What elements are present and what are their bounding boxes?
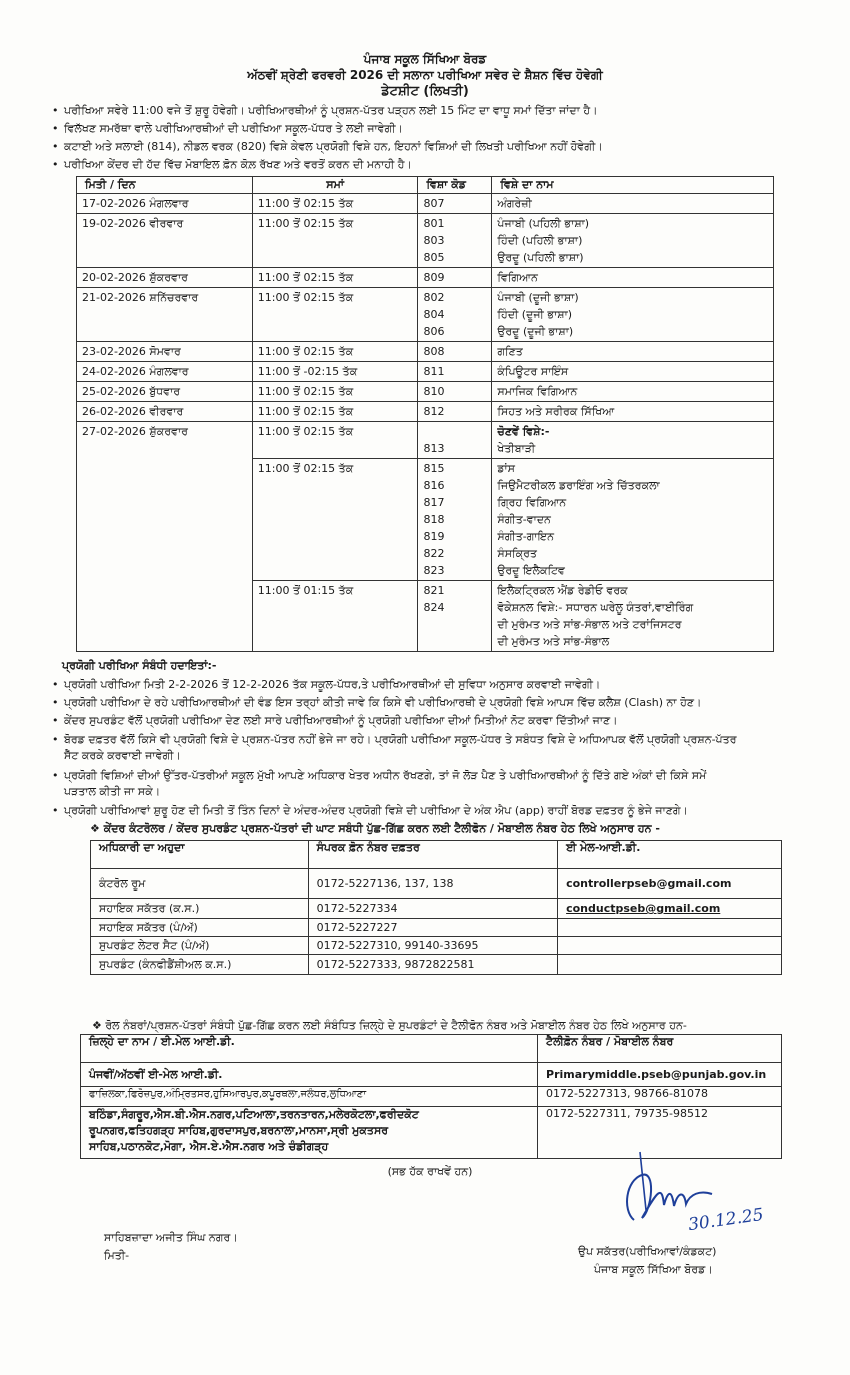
district-names: ਫਾਜ਼ਿਲਕਾ,ਫਿਰੋਜ਼ਪੁਰ,ਅੰਮ੍ਰਿਤਸਰ,ਹੁਸਿਆਰਪੁਰ,ਕਪੂਰਥਲਾ,ਜਲੰਧਰ,ਲੁਧਿਆਣਾ bbox=[81, 1087, 538, 1107]
schedule-row bbox=[77, 288, 774, 342]
contact-row bbox=[91, 919, 782, 937]
district-header: ਜ਼ਿਲ੍ਹੇ ਦਾ ਨਾਮ / ਈ.ਮੇਲ ਆਈ.ਡੀ. bbox=[81, 1035, 538, 1063]
col-date: ਮਿਤੀ / ਦਿਨ bbox=[77, 177, 253, 194]
contacts-header: ਈ ਮੇਲ-ਆਈ.ਡੀ. bbox=[558, 841, 782, 869]
practical-item: • ਪ੍ਰਯੋਗੀ ਪਰੀਖਿਆ ਮਿਤੀ 2-2-2026 ਤੋਂ 12-2-2026 ਤੱਕ ਸਕੂਲ-ਪੱਧਰ,ਤੇ ਪਰੀਖਿਆਰਥੀਆਂ ਦੀ ਸੁਵਿਧਾ ਅਨੁਸਾਰ ਕਰਵਾਈ ਜਾਵੇਗੀ। bbox=[64, 678, 834, 692]
schedule-row bbox=[77, 214, 774, 268]
official-role: ਸੁਪਰਡੰਟ ਲੇਟਰ ਸੈਟ (ਪੰ/ਅੱ) bbox=[91, 937, 309, 955]
subject-code: 821 824 bbox=[418, 581, 492, 652]
district-names: ਬਠਿੰਡਾ,ਸੰਗਰੂਰ,ਐਸ.ਬੀ.ਐਸ.ਨਗਰ,ਪਟਿਆਲਾ,ਤਰਨਤਾਰਨ,ਮਲੇਰਕੋਟਲਾ,ਫਰੀਦਕੋਟ ਰੂਪਨਗਰ,ਫਤਿਹਗੜ੍ਹ ਸਾਹਿਬ,ਗੁਰਦਾਸਪੁਰ,ਬਰਨਾਲਾ,ਮਾਨਸਾ,ਸ੍ਰੀ ਮੁਕਤਸਰ ਸਾਹਿਬ,ਪਠਾਨਕੋਟ,ਮੋਗਾ, ਐਸ.ਏ.ਐਸ.ਨਗਰ ਅਤੇ ਚੰਡੀਗੜ੍ਹ bbox=[81, 1107, 538, 1159]
exam-time: 11:00 ਤੋਂ 01:15 ਤੱਕ bbox=[252, 581, 418, 652]
official-phone: 0172-5227333, 9872822581 bbox=[308, 955, 558, 975]
subject-code: 801 803 805 bbox=[418, 214, 492, 268]
official-phone: 0172-5227334 bbox=[308, 899, 558, 919]
note-4: • ਪਰੀਖਿਆ ਕੇਂਦਰ ਦੀ ਹੱਦ ਵਿੱਚ ਮੋਬਾਇਲ ਫ਼ੋਨ ਕੋਲ਼ ਰੱਖਣ ਅਤੇ ਵਰਤੋਂ ਕਰਨ ਦੀ ਮਨਾਹੀ ਹੈ। bbox=[64, 158, 824, 172]
subject-name: ਪੰਜਾਬੀ (ਦੂਜੀ ਭਾਸ਼ਾ) ਹਿੰਦੀ (ਦੂਜੀ ਭਾਸ਼ਾ) ਉਰਦੂ (ਦੂਜੀ ਭਾਸ਼ਾ) bbox=[492, 288, 774, 342]
rights-reserved: (ਸਭ ਹੱਕ ਰਾਖਵੇਂ ਹਨ) bbox=[387, 1165, 473, 1178]
subject-code: 808 bbox=[418, 342, 492, 362]
subject-name: ਸਮਾਜਿਕ ਵਿਗਿਆਨ bbox=[492, 382, 774, 402]
officials-contact-table bbox=[90, 840, 782, 975]
subject-name: ਸਿਹਤ ਅਤੇ ਸਰੀਰਕ ਸਿੱਖਿਆ bbox=[492, 402, 774, 422]
subject-list: ਖੇਤੀਬਾੜੀ bbox=[497, 442, 536, 455]
official-email: controllerpseb@gmail.com bbox=[558, 869, 782, 899]
datesheet-title: ਡੇਟਸ਼ੀਟ (ਲਿਖਤੀ) bbox=[381, 84, 469, 99]
subject-code: 802 804 806 bbox=[418, 288, 492, 342]
official-role: ਸੁਪਰਡੰਟ (ਕੰਨਫੀਡੈਂਸ਼ੀਅਲ ਕ.ਸ.) bbox=[91, 955, 309, 975]
exam-date: 17-02-2026 ਮੰਗਲਵਾਰ bbox=[77, 194, 253, 214]
official-email bbox=[558, 937, 782, 955]
exam-time: 11:00 ਤੋਂ 02:15 ਤੱਕ bbox=[252, 402, 418, 422]
place-name: ਸਾਹਿਬਜ਼ਾਦਾ ਅਜੀਤ ਸਿੰਘ ਨਗਰ। bbox=[104, 1231, 238, 1244]
district-phone: 0172-5227313, 98766-81078 bbox=[538, 1087, 782, 1107]
subject-code: 815 816 817 818 819 822 823 bbox=[418, 459, 492, 581]
district-email: Primarymiddle.pseb@punjab.gov.in bbox=[538, 1063, 782, 1087]
contacts-header: ਅਧਿਕਾਰੀ ਦਾ ਅਹੁਦਾ bbox=[91, 841, 309, 869]
schedule-row bbox=[77, 342, 774, 362]
official-email bbox=[558, 919, 782, 937]
subject-name: ਵਿਗਿਆਨ bbox=[492, 268, 774, 288]
contact-row bbox=[91, 899, 782, 919]
official-phone: 0172-5227310, 99140-33695 bbox=[308, 937, 558, 955]
exam-date: 25-02-2026 ਬੁੱਧਵਾਰ bbox=[77, 382, 253, 402]
elective-heading: ਚੋਣਵੇਂ ਵਿਸ਼ੇ:- bbox=[497, 425, 550, 438]
col-code: ਵਿਸ਼ਾ ਕੋਡ bbox=[418, 177, 492, 194]
subject-list: ਇਲੈਕਟ੍ਰਿਕਲ ਐਂਡ ਰੇਡੀਓ ਵਰਕ ਵੋਕੇਸ਼ਨਲ ਵਿਸ਼ੇ:- ਸਧਾਰਨ ਘਰੇਲੂ ਯੰਤਰਾਂ,ਵਾਈਰਿੰਗ ਦੀ ਮੁਰੰਮਤ ਅਤੇ ਸਾਂਭ-ਸੰਭਾਲ ਅਤੇ ਟਰਾਂਜਿਸਟਰ ਦੀ ਮੁਰੰਮਤ ਅਤੇ ਸਾਂਭ-ਸੰਭਾਲ bbox=[497, 584, 694, 648]
diamond-bullet-icon: ❖ bbox=[90, 822, 104, 835]
contact-row bbox=[91, 937, 782, 955]
exam-date: 19-02-2026 ਵੀਰਵਾਰ bbox=[77, 214, 253, 268]
subject-code: 813 bbox=[418, 422, 492, 459]
diamond-bullet-icon: ❖ bbox=[92, 1019, 106, 1032]
district-header-row bbox=[81, 1035, 782, 1063]
signature-date: 30.12.25 bbox=[686, 1204, 765, 1236]
schedule-row bbox=[77, 422, 774, 459]
exam-date: 24-02-2026 ਮੰਗਲਵਾਰ bbox=[77, 362, 253, 382]
schedule-row bbox=[77, 268, 774, 288]
practical-item: • ਬੋਰਡ ਦਫ਼ਤਰ ਵੱਲੋਂ ਕਿਸੇ ਵੀ ਪ੍ਰਯੋਗੀ ਵਿਸ਼ੇ ਦੇ ਪ੍ਰਸ਼ਨ-ਪੱਤਰ ਨਹੀਂ ਭੇਜੇ ਜਾ ਰਹੇ। ਪ੍ਰਯੋਗੀ ਪਰੀਖਿਆ ਸਕੂਲ-ਪੱਧਰ ਤੇ ਸਬੰਧਤ ਵਿਸ਼ੇ ਦੇ ਅਧਿਆਪਕ ਵੱਲੋਂ ਪ੍ਰਯੋਗੀ ਪ੍ਰਸ਼ਨ-ਪੱਤਰ ਸੈੱਟ ਕਰਕੇ ਕਰਵਾਈ ਜਾਵੇਗੀ। bbox=[64, 732, 834, 764]
contact-row bbox=[91, 955, 782, 975]
signing-org: ਪੰਜਾਬ ਸਕੂਲ ਸਿੱਖਿਆ ਬੋਰਡ। bbox=[594, 1263, 713, 1276]
subject-name bbox=[492, 581, 774, 652]
board-name: ਪੰਜਾਬ ਸਕੂਲ ਸਿੱਖਿਆ ਬੋਰਡ bbox=[363, 52, 487, 66]
contacts-header-row bbox=[91, 841, 782, 869]
practical-title: ਪ੍ਰਯੋਗੀ ਪਰੀਖਿਆ ਸੰਬੰਧੀ ਹਦਾਇਤਾਂ:- bbox=[62, 659, 217, 672]
exam-time: 11:00 ਤੋਂ 02:15 ਤੱਕ bbox=[252, 214, 418, 268]
subject-name bbox=[492, 422, 774, 459]
contacts-intro: ❖ ਕੇਂਦਰ ਕੰਟਰੋਲਰ / ਕੇਂਦਰ ਸੁਪਰਡੰਟ ਪ੍ਰਸ਼ਨ-ਪੱਤਰਾਂ ਦੀ ਘਾਟ ਸਬੰਧੀ ਪੁੱਛ-ਗਿੱਛ ਕਰਨ ਲਈ ਟੈਲੀਫੋਨ / ਮੋਬਾਈਲ ਨੰਬਰ ਹੇਠ ਲਿਖੇ ਅਨੁਸਾਰ ਹਨ - bbox=[90, 822, 660, 835]
district-contact-table bbox=[80, 1034, 782, 1159]
official-phone: 0172-5227136, 137, 138 bbox=[308, 869, 558, 899]
schedule-row bbox=[77, 402, 774, 422]
exam-time: 11:00 ਤੋਂ 02:15 ਤੱਕ bbox=[252, 288, 418, 342]
subject-name: ਕੰਪਿਊਟਰ ਸਾਇੰਸ bbox=[492, 362, 774, 382]
exam-time: 11:00 ਤੋਂ 02:15 ਤੱਕ bbox=[252, 459, 418, 581]
subject-code: 809 bbox=[418, 268, 492, 288]
designation: ਉਪ ਸਕੱਤਰ(ਪਰੀਖਿਆਵਾਂ/ਕੰਡਕਟ) bbox=[578, 1245, 717, 1258]
subject-code: 812 bbox=[418, 402, 492, 422]
exam-time: 11:00 ਤੋਂ 02:15 ਤੱਕ bbox=[252, 194, 418, 214]
district-row bbox=[81, 1087, 782, 1107]
subject-code: 807 bbox=[418, 194, 492, 214]
exam-date: 27-02-2026 ਸ਼ੁੱਕਰਵਾਰ bbox=[77, 422, 253, 652]
exam-date: 23-02-2026 ਸੋਮਵਾਰ bbox=[77, 342, 253, 362]
district-contacts-intro: ❖ ਰੋਲ ਨੰਬਰਾਂ/ਪ੍ਰਸ਼ਨ-ਪੱਤਰਾਂ ਸੰਬੰਧੀ ਪੁੱਛ-ਗਿੱਛ ਕਰਨ ਲਈ ਸੰਬੰਧਿਤ ਜ਼ਿਲ੍ਹੇ ਦੇ ਸੁਪਰਡੰਟਾਂ ਦੇ ਟੈਲੀਫੋਨ ਨੰਬਰ ਅਤੇ ਮੋਬਾਈਲ ਨੰਬਰ ਹੇਠ ਲਿਖੇ ਅਨੁਸਾਰ ਹਨ- bbox=[92, 1019, 687, 1032]
exam-date: 21-02-2026 ਸ਼ਨਿੱਚਰਵਾਰ bbox=[77, 288, 253, 342]
subject-name: ਪੰਜਾਬੀ (ਪਹਿਲੀ ਭਾਸ਼ਾ) ਹਿੰਦੀ (ਪਹਿਲੀ ਭਾਸ਼ਾ) ਉਰਦੂ (ਪਹਿਲੀ ਭਾਸ਼ਾ) bbox=[492, 214, 774, 268]
subject-list: ਡਾਂਸ ਜਿਉਮੈਟਰੀਕਲ ਡਰਾਇੰਗ ਅਤੇ ਚਿੱਤਰਕਲਾ ਗ੍ਰਿਹ ਵਿਗਿਆਨ ਸੰਗੀਤ-ਵਾਦਨ ਸੰਗੀਤ-ਗਾਇਨ ਸੰਸਕ੍ਰਿਤ ਉਰਦੂ ਇਲੈਕਟਿਵ bbox=[497, 462, 660, 577]
practical-item: • ਪ੍ਰਯੋਗੀ ਪਰੀਖਿਆ ਦੇ ਰਹੇ ਪਰੀਖਿਆਰਥੀਆਂ ਦੀ ਵੰਡ ਇਸ ਤਰ੍ਹਾਂ ਕੀਤੀ ਜਾਵੇ ਕਿ ਕਿਸੇ ਵੀ ਪਰੀਖਿਆਰਥੀ ਦੇ ਪ੍ਰਯੋਗੀ ਵਿਸ਼ੇ ਆਪਸ ਵਿੱਚ ਕਲੈਸ਼ (Clash) ਨਾ ਹੋਣ। bbox=[64, 696, 834, 710]
practical-item: • ਪ੍ਰਯੋਗੀ ਵਿਸ਼ਿਆਂ ਦੀਆਂ ਉੱਤਰ-ਪੱਤਰੀਆਂ ਸਕੂਲ ਮੁੱਖੀ ਆਪਣੇ ਅਧਿਕਾਰ ਖੇਤਰ ਅਧੀਨ ਰੱਖਣਗੇ, ਤਾਂ ਜੋ ਲੋੜ ਪੈਣ ਤੇ ਪਰੀਖਿਆਰਥੀਆਂ ਨੂੰ ਦਿੱਤੇ ਗਏ ਅੰਕਾਂ ਦੀ ਕਿਸੇ ਸਮੇਂ ਪੜਤਾਲ ਕੀਤੀ ਜਾ ਸਕੇ। bbox=[64, 768, 834, 800]
official-phone: 0172-5227227 bbox=[308, 919, 558, 937]
exam-time: 11:00 ਤੋਂ -02:15 ਤੱਕ bbox=[252, 362, 418, 382]
exam-time: 11:00 ਤੋਂ 02:15 ਤੱਕ bbox=[252, 268, 418, 288]
contact-row bbox=[91, 869, 782, 899]
subject-code: 811 bbox=[418, 362, 492, 382]
subject-name: ਗਣਿਤ bbox=[492, 342, 774, 362]
col-subject: ਵਿਸ਼ੇ ਦਾ ਨਾਮ bbox=[492, 177, 774, 194]
note-1: • ਪਰੀਖਿਆ ਸਵੇਰੇ 11:00 ਵਜੇ ਤੋਂ ਸ਼ੁਰੂ ਹੋਵੇਗੀ। ਪਰੀਖਿਆਰਥੀਆਂ ਨੂੰ ਪ੍ਰਸ਼ਨ-ਪੱਤਰ ਪੜ੍ਹਨ ਲਈ 15 ਮਿੰਟ ਦਾ ਵਾਧੂ ਸਮਾਂ ਦਿੱਤਾ ਜਾਂਦਾ ਹੈ। bbox=[64, 104, 824, 118]
schedule-row bbox=[77, 362, 774, 382]
district-phone: 0172-5227311, 79735-98512 bbox=[538, 1107, 782, 1159]
practical-item: • ਕੇਂਦਰ ਸੁਪਰਡੰਟ ਵੱਲੋਂ ਪ੍ਰਯੋਗੀ ਪਰੀਖਿਆ ਦੇਣ ਲਈ ਸਾਰੇ ਪਰੀਖਿਆਰਥੀਆਂ ਨੂੰ ਪ੍ਰਯੋਗੀ ਪਰੀਖਿਆ ਦੀਆਂ ਮਿਤੀਆਂ ਨੋਟ ਕਰਵਾ ਦਿੱਤੀਆਂ ਜਾਣ। bbox=[64, 714, 834, 728]
exam-title: ਅੱਠਵੀਂ ਸ਼੍ਰੇਣੀ ਫਰਵਰੀ 2026 ਦੀ ਸਲਾਨਾ ਪਰੀਖਿਆ ਸਵੇਰ ਦੇ ਸ਼ੈਸ਼ਨ ਵਿੱਚ ਹੋਵੇਗੀ bbox=[247, 68, 603, 82]
exam-time: 11:00 ਤੋਂ 02:15 ਤੱਕ bbox=[252, 422, 418, 459]
col-time: ਸਮਾਂ bbox=[252, 177, 418, 194]
note-3: • ਕਟਾਈ ਅਤੇ ਸਲਾਈ (814), ਨੀਡਲ ਵਰਕ (820) ਵਿਸ਼ੇ ਕੇਵਲ ਪ੍ਰਯੋਗੀ ਵਿਸ਼ੇ ਹਨ, ਇਹਨਾਂ ਵਿਸ਼ਿਆਂ ਦੀ ਲਿਖਤੀ ਪਰੀਖਿਆ ਨਹੀਂ ਹੋਵੇਗੀ। bbox=[64, 140, 824, 154]
official-email bbox=[558, 955, 782, 975]
practical-item: • ਪ੍ਰਯੋਗੀ ਪਰੀਖਿਆਵਾਂ ਸ਼ੁਰੂ ਹੋਣ ਦੀ ਮਿਤੀ ਤੋਂ ਤਿੰਨ ਦਿਨਾਂ ਦੇ ਅੰਦਰ-ਅੰਦਰ ਪ੍ਰਯੋਗੀ ਵਿਸ਼ੇ ਦੀ ਪਰੀਖਿਆ ਦੇ ਅੰਕ ਐਪ (app) ਰਾਹੀਂ ਬੋਰਡ ਦਫ਼ਤਰ ਨੂੰ ਭੇਜੇ ਜਾਣਗੇ। bbox=[64, 804, 834, 818]
district-email-row bbox=[81, 1063, 782, 1087]
schedule-row bbox=[77, 194, 774, 214]
note-2: • ਵਿਲੱਖਣ ਸਮਰੱਥਾ ਵਾਲੇ ਪਰੀਖਿਆਰਥੀਆਂ ਦੀ ਪਰੀਖਿਆ ਸਕੂਲ-ਪੱਧਰ ਤੇ ਲਈ ਜਾਵੇਗੀ। bbox=[64, 122, 824, 136]
email-label: ਪੰਜਵੀਂ/ਅੱਠਵੀਂ ਈ-ਮੇਲ ਆਈ.ਡੀ. bbox=[81, 1063, 538, 1087]
exam-time: 11:00 ਤੋਂ 02:15 ਤੱਕ bbox=[252, 382, 418, 402]
official-role: ਸਹਾਇਕ ਸਕੱਤਰ (ਕ.ਸ.) bbox=[91, 899, 309, 919]
subject-name bbox=[492, 459, 774, 581]
schedule-row bbox=[77, 382, 774, 402]
exam-date: 20-02-2026 ਸ਼ੁੱਕਰਵਾਰ bbox=[77, 268, 253, 288]
official-role: ਸਹਾਇਕ ਸਕੱਤਰ (ਪੰ/ਅੱ) bbox=[91, 919, 309, 937]
date-label: ਮਿਤੀ- bbox=[104, 1249, 130, 1262]
official-role: ਕੰਟਰੋਲ ਰੂਮ bbox=[91, 869, 309, 899]
official-email: conductpseb@gmail.com bbox=[558, 899, 782, 919]
exam-time: 11:00 ਤੋਂ 02:15 ਤੱਕ bbox=[252, 342, 418, 362]
contacts-header: ਸੰਪਰਕ ਫ਼ੋਨ ਨੰਬਰ ਦਫ਼ਤਰ bbox=[308, 841, 558, 869]
schedule-table bbox=[76, 176, 774, 652]
subject-name: ਅੰਗਰੇਜ਼ੀ bbox=[492, 194, 774, 214]
exam-date: 26-02-2026 ਵੀਰਵਾਰ bbox=[77, 402, 253, 422]
subject-code: 810 bbox=[418, 382, 492, 402]
district-header: ਟੈਲੀਫ਼ੋਨ ਨੰਬਰ / ਮੋਬਾਈਲ ਨੰਬਰ bbox=[538, 1035, 782, 1063]
